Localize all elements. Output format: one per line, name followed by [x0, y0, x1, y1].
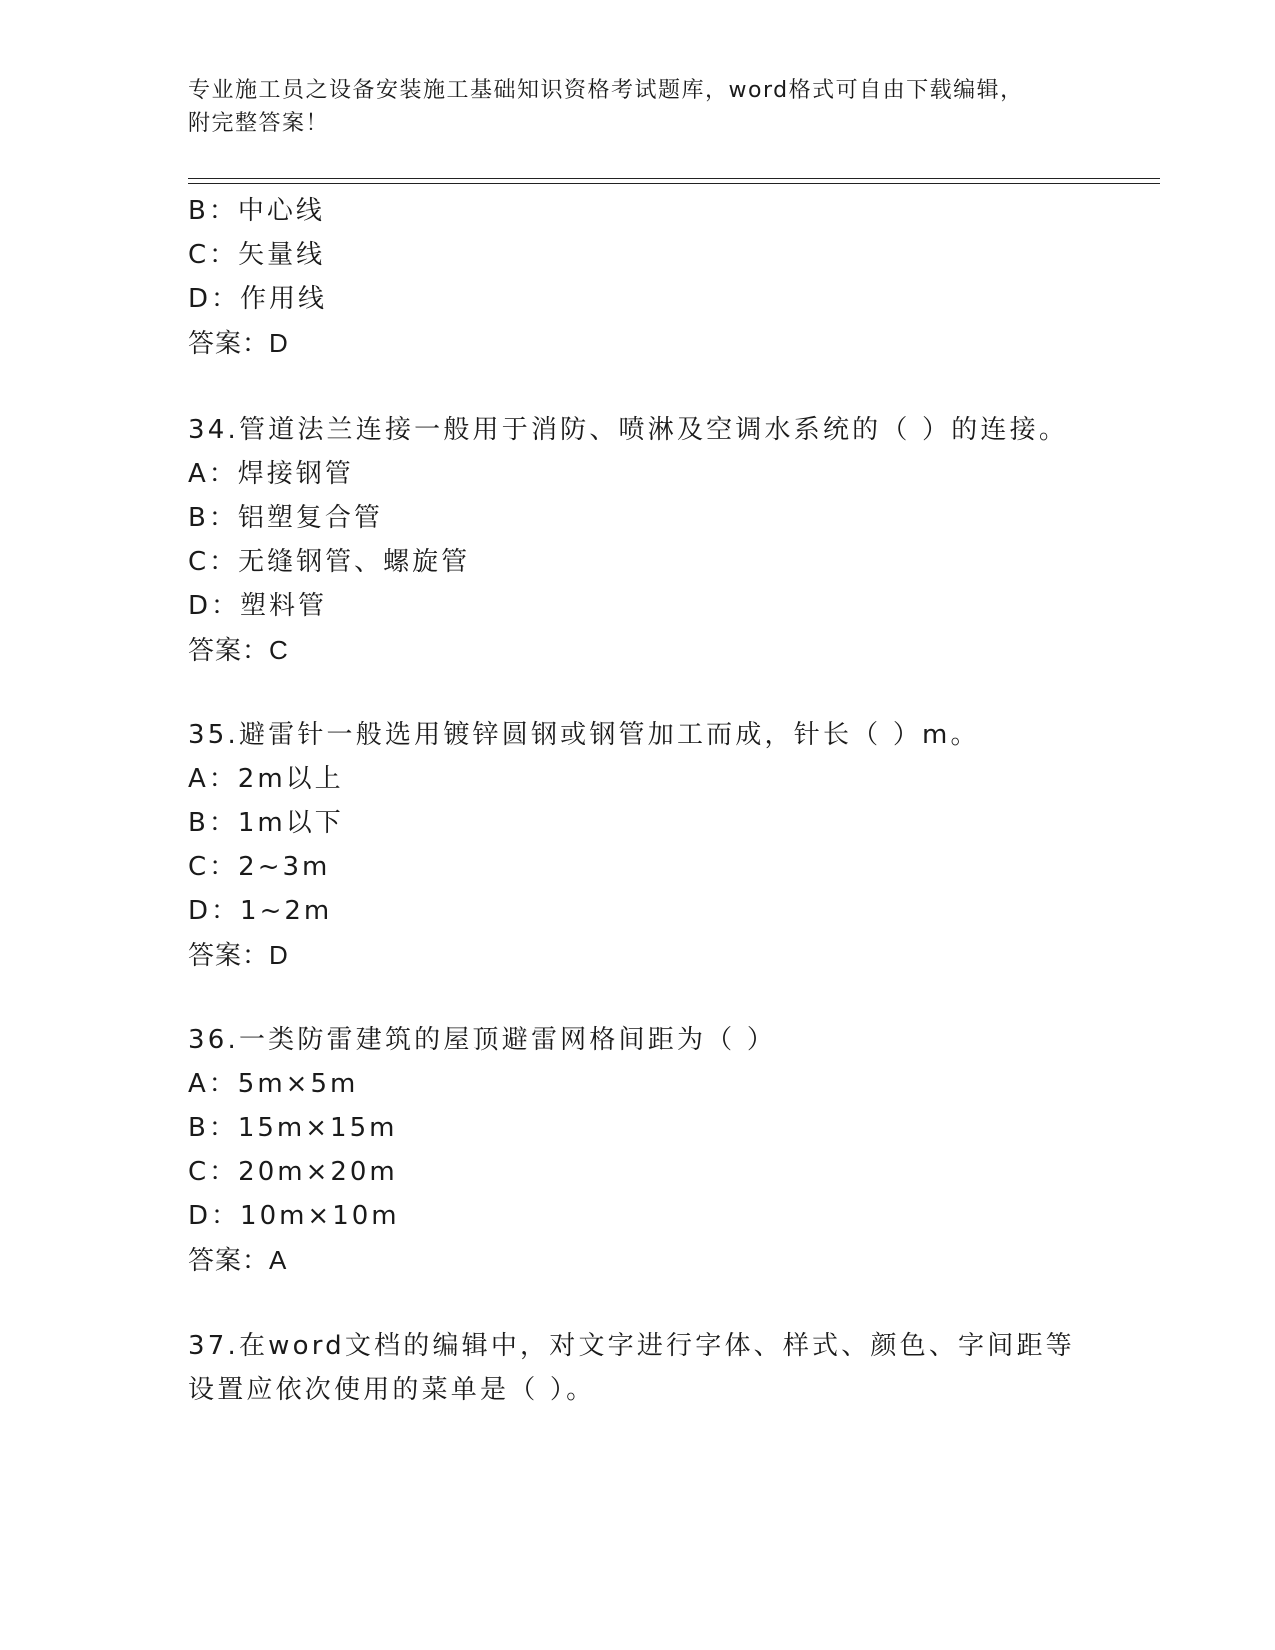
q36-option-c: C：20m×20m: [188, 1157, 398, 1187]
q37-text-line-1: 37.在word文档的编辑中，对文字进行字体、样式、颜色、字间距等: [188, 1331, 1075, 1361]
header-line-1: 专业施工员之设备安装施工基础知识资格考试题库，word格式可自由下载编辑，: [188, 78, 1024, 103]
prev-option-b: B：中心线: [188, 196, 325, 226]
q35-option-b: B：1m以下: [188, 808, 344, 838]
q34-option-c: C：无缝钢管、螺旋管: [188, 547, 471, 577]
q36-answer: 答案：A: [188, 1245, 288, 1275]
q35-answer: 答案：D: [188, 940, 289, 970]
q36-option-b: B：15m×15m: [188, 1113, 398, 1143]
header-line-2: 附完整答案！: [188, 111, 330, 136]
q36-text: 36.一类防雷建筑的屋顶避雷网格间距为（ ）: [188, 1025, 777, 1055]
q34-text: 34.管道法兰连接一般用于消防、喷淋及空调水系统的（ ）的连接。: [188, 415, 1069, 445]
q35-option-c: C：2~3m: [188, 852, 331, 882]
header-divider-bottom: [188, 183, 1160, 184]
q36-option-d: D：10m×10m: [188, 1201, 400, 1231]
q34-option-b: B：铝塑复合管: [188, 503, 383, 533]
document-header: [188, 74, 1088, 140]
q36-option-a: A：5m×5m: [188, 1069, 359, 1099]
prev-option-d: D：作用线: [188, 284, 328, 314]
q34-option-a: A：焊接钢管: [188, 459, 354, 489]
q35-option-d: D：1~2m: [188, 896, 333, 926]
prev-option-c: C：矢量线: [188, 240, 326, 270]
q37-text-line-2: 设置应依次使用的菜单是（ ）。: [188, 1375, 596, 1405]
q34-answer: 答案：C: [188, 635, 289, 665]
q35-option-a: A：2m以上: [188, 764, 344, 794]
header-divider-top: [188, 178, 1160, 179]
prev-answer: 答案：D: [188, 328, 289, 358]
q34-option-d: D：塑料管: [188, 591, 328, 621]
q35-text: 35.避雷针一般选用镀锌圆钢或钢管加工而成，针长（ ）m。: [188, 720, 980, 750]
